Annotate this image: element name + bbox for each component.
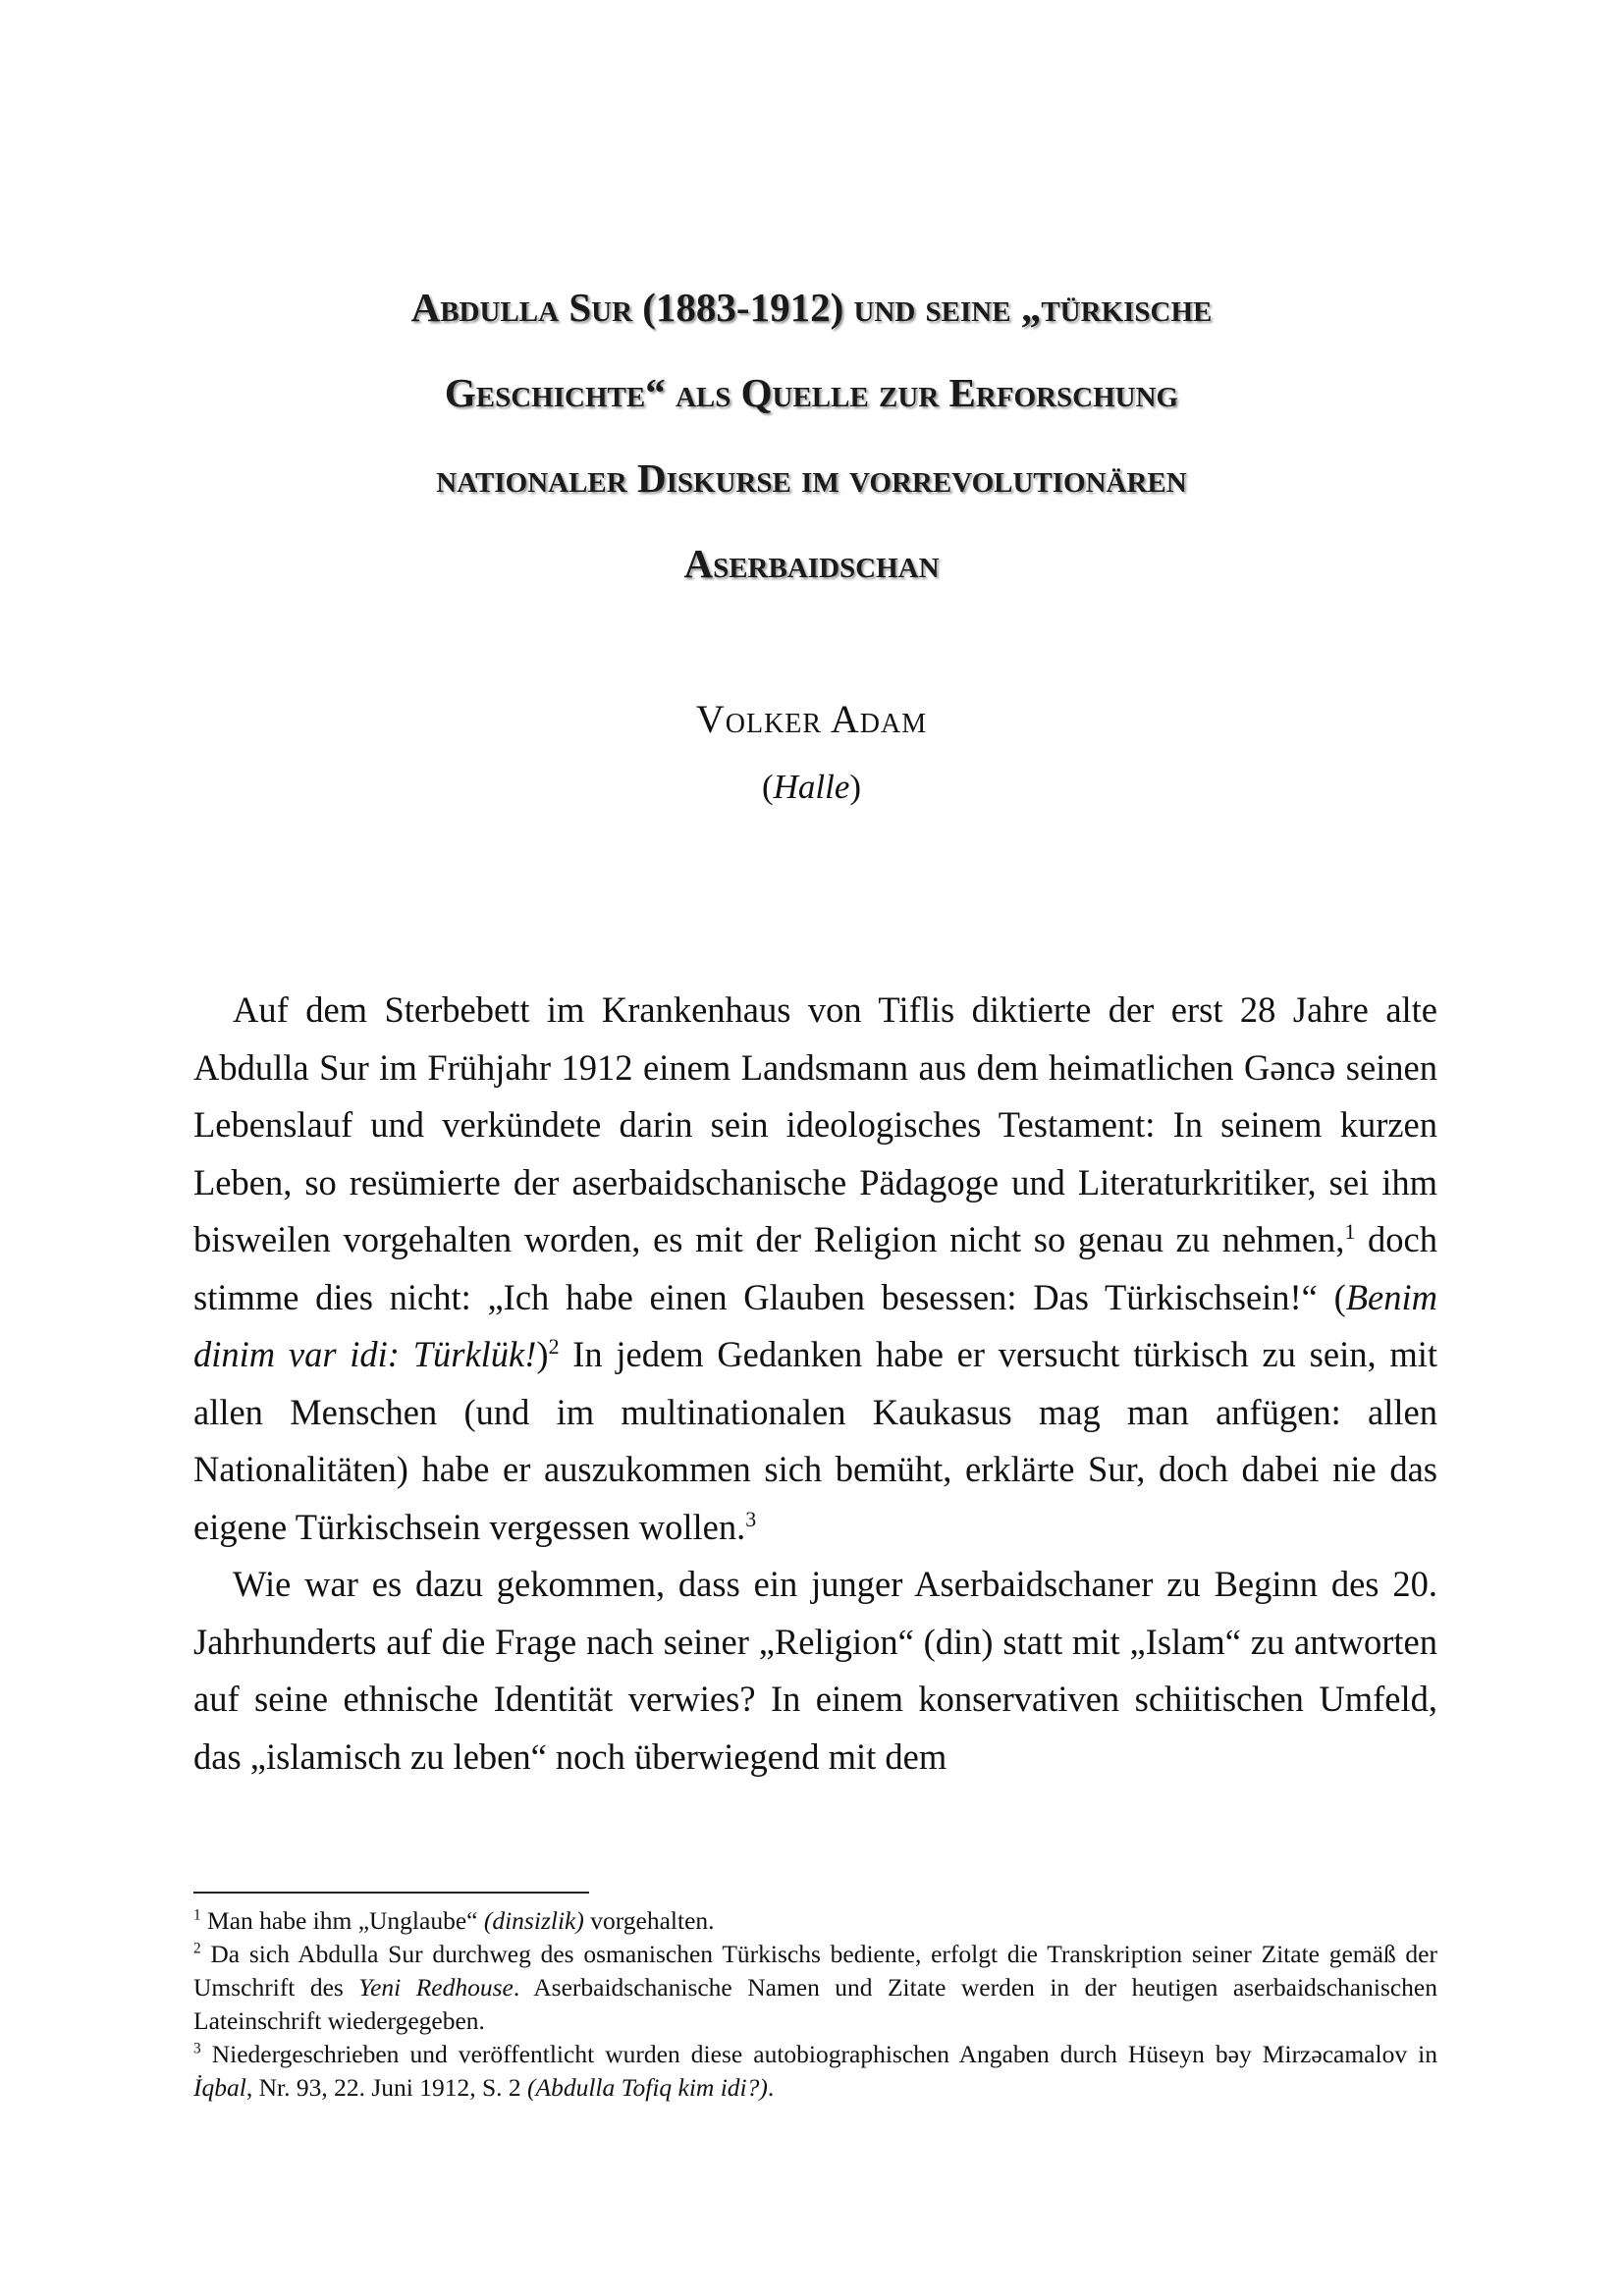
paragraph-1-text-d: In jedem Gedanken habe er versucht türkisch zu sein, mit allen Menschen (und im multinationalen Kaukasus mag man anfügen: allen Nationalitäten) habe er auszukommen sich bemüht, erklärte Sur, doch dabei nie das eigene Türkischsein vergessen wollen. xyxy=(193,1334,1437,1547)
footnote-2-text-b: . Aserbaidschanische Namen und Zitate werden in der heutigen aserbaidschanischen Lateinschrift wiedergegeben. xyxy=(193,1973,1437,2035)
footnote-3-text-a: Niedergeschrieben und veröffentlicht wurden diese autobiographischen Angaben durch Hüseyn bəy Mirzəcamalov in xyxy=(200,2040,1437,2068)
footnote-1-italic: (dinsizlik) xyxy=(483,1906,584,1935)
footnote-3-text-b: , Nr. 93, 22. Juni 1912, S. 2 xyxy=(245,2073,528,2102)
footnote-1-text-b: vorgehalten. xyxy=(583,1906,715,1935)
title-line-1: Abdulla Sur (1883-1912) und seine „türkische xyxy=(410,285,1213,330)
affiliation-close-paren: ) xyxy=(849,768,862,806)
title-line-4: Aserbaidschan xyxy=(683,541,940,586)
paragraph-1-text-a: Auf dem Sterbebett im Krankenhaus von Tiflis diktierte der erst 28 Jahre alte Abdulla Sur im Frühjahr 1912 einem Landsmann aus dem heimatlichen Gəncə seinen Lebenslauf und verkündete darin sein ideologisches Testament: In seinem kurzen Leben, so resümierte der aserbaidschanische Pädagoge und Literaturkritiker, sei ihm bisweilen vorgehalten worden, es mit der Religion nicht so genau zu nehmen, xyxy=(193,989,1437,1259)
affiliation-place: Halle xyxy=(773,768,850,806)
footnotes xyxy=(193,1904,1437,2105)
paragraph-2: Wie war es dazu gekommen, dass ein junger Aserbaidschaner zu Beginn des 20. Jahrhunderts auf die Frage nach seiner „Religion“ (din) statt mit „Islam“ zu antworten auf seine ethnische Identität verwies? In einem konservativen schiitischen Umfeld, das „islamisch zu leben“ noch überwiegend mit dem xyxy=(193,1564,1437,1777)
footnote-3-number: 3 xyxy=(193,2040,201,2057)
footnote-1-number: 1 xyxy=(193,1906,201,1924)
footnote-2 xyxy=(193,1938,1437,2038)
footnote-2-text-a: Da sich Abdulla Sur durchweg des osmanischen Türkischs bediente, erfolgt die Transkription seiner Zitate gemäß der Umschrift des xyxy=(193,1940,1437,2002)
affiliation-open-paren: ( xyxy=(761,768,774,806)
footnote-3-text-c: . xyxy=(767,2073,775,2102)
footnote-3 xyxy=(193,2038,1437,2105)
footnote-ref-1: 1 xyxy=(1344,1218,1356,1244)
author-affiliation xyxy=(0,766,1623,809)
footnote-1-text-a: Man habe ihm „Unglaube“ xyxy=(200,1906,484,1935)
paragraph-1-quote-italic: Benim dinim var idi: Türklük! xyxy=(193,1276,1437,1374)
paragraph-1-text-b: doch stimme dies nicht: „Ich habe einen Glauben besessen: Das Türkischsein!“ ( xyxy=(193,1219,1437,1317)
paragraph-1-text-c: ) xyxy=(536,1334,549,1374)
paragraph-1 xyxy=(193,982,1437,1556)
footnote-ref-2: 2 xyxy=(548,1333,560,1359)
footnote-2-number: 2 xyxy=(193,1940,201,1957)
title-line-3: nationaler Diskurse im vorrevolutionären xyxy=(436,455,1187,501)
author-name: Volker Adam xyxy=(695,697,928,741)
footnote-3-italic-a: İqbal xyxy=(193,2073,246,2102)
footnote-1 xyxy=(193,1904,1437,1938)
footnote-3-italic-b: (Abdulla Tofiq kim idi?) xyxy=(527,2073,768,2102)
body-text xyxy=(193,982,1437,1786)
footnote-separator xyxy=(193,1892,589,1894)
footnote-ref-3: 3 xyxy=(745,1506,757,1531)
footnote-2-italic: Yeni Redhouse xyxy=(358,1973,514,2002)
title-line-2: Geschichte“ als Quelle zur Erforschung xyxy=(444,370,1179,415)
article-title xyxy=(196,265,1427,607)
